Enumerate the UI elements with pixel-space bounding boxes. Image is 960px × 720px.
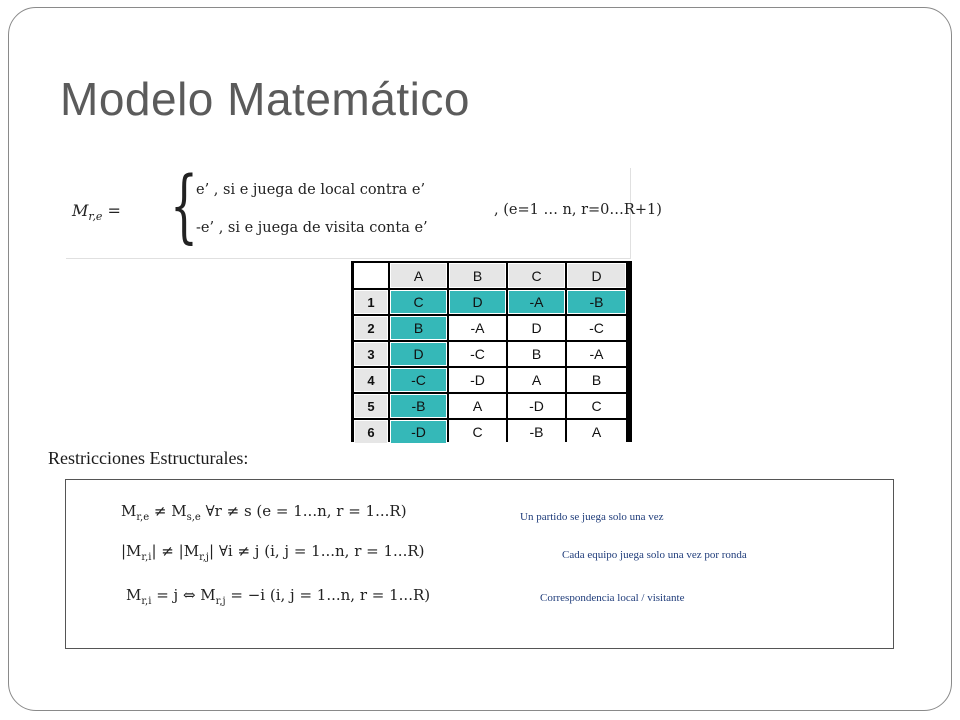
restriction-note-1: Un partido se juega solo una vez [520,511,664,523]
table-cell: -C [567,316,626,340]
table-cell: D [449,290,506,314]
table-cell: -A [567,342,626,366]
table-cell: B [390,316,447,340]
slide-title: Modelo Matemático [60,73,470,125]
restriction-equation-2: $|M_{r,i}| \ne |M_{r,j}|$ ∀i ≠ j (i, j = 1...n, r = 1...R) [121,542,425,563]
table-cell: -A [508,290,565,314]
restriction-equation-3: $M_{r,i} = j$ ⇔ $M_{r,j} = -i$ (i, j = 1...n, r = 1...R) [126,586,431,607]
formula-brace: { [170,159,198,252]
table-cell: -D [449,368,506,392]
restrictions-heading: Restricciones Estructurales: [48,448,249,468]
table-cell: -A [449,316,506,340]
table-column-header: D [567,263,626,288]
table-column-header: A [390,263,447,288]
table-cell: A [508,368,565,392]
table-row-header: 3 [354,342,388,366]
table-row-header: 5 [354,394,388,418]
table-row-header: 1 [354,290,388,314]
table-cell: -B [390,394,447,418]
restriction-note-2: Cada equipo juega solo una vez por ronda [562,549,747,561]
table-row-header: 4 [354,368,388,392]
table-cell: B [567,368,626,392]
table-row-header: 6 [354,420,388,444]
table-cell: B [508,342,565,366]
restrictions-box [65,479,894,649]
table-cell: A [449,394,506,418]
table-cell: -D [508,394,565,418]
restriction-equation-1: $M_{r,e} \ne M_{s,e}$ ∀r ≠ s (e = 1...n, r = 1...R) [121,502,407,523]
formula-case-local: e’ , si e juega de local contra e’ [196,182,426,198]
table-cell: C [449,420,506,444]
table-cell: -D [390,420,447,444]
formula-case-visit: -e’ , si e juega de visita conta e’ [196,220,428,236]
table-cell: D [390,342,447,366]
table-corner-cell [354,263,388,288]
formula-lhs: $M_{r,e}$ = [72,201,121,224]
table-column-header: B [449,263,506,288]
table-cell: C [390,290,447,314]
table-cell: A [567,420,626,444]
table-column-header: C [508,263,565,288]
table-cell: D [508,316,565,340]
table-cell: -B [567,290,626,314]
table-cell: -B [508,420,565,444]
schedule-table [351,261,632,442]
table-cell: -C [449,342,506,366]
table-cell: -C [390,368,447,392]
formula-range: , (e=1 … n, r=0…R+1) [494,202,662,218]
table-cell: C [567,394,626,418]
restriction-note-3: Correspondencia local / visitante [540,592,685,604]
table-row-header: 2 [354,316,388,340]
model-formula [66,159,662,259]
